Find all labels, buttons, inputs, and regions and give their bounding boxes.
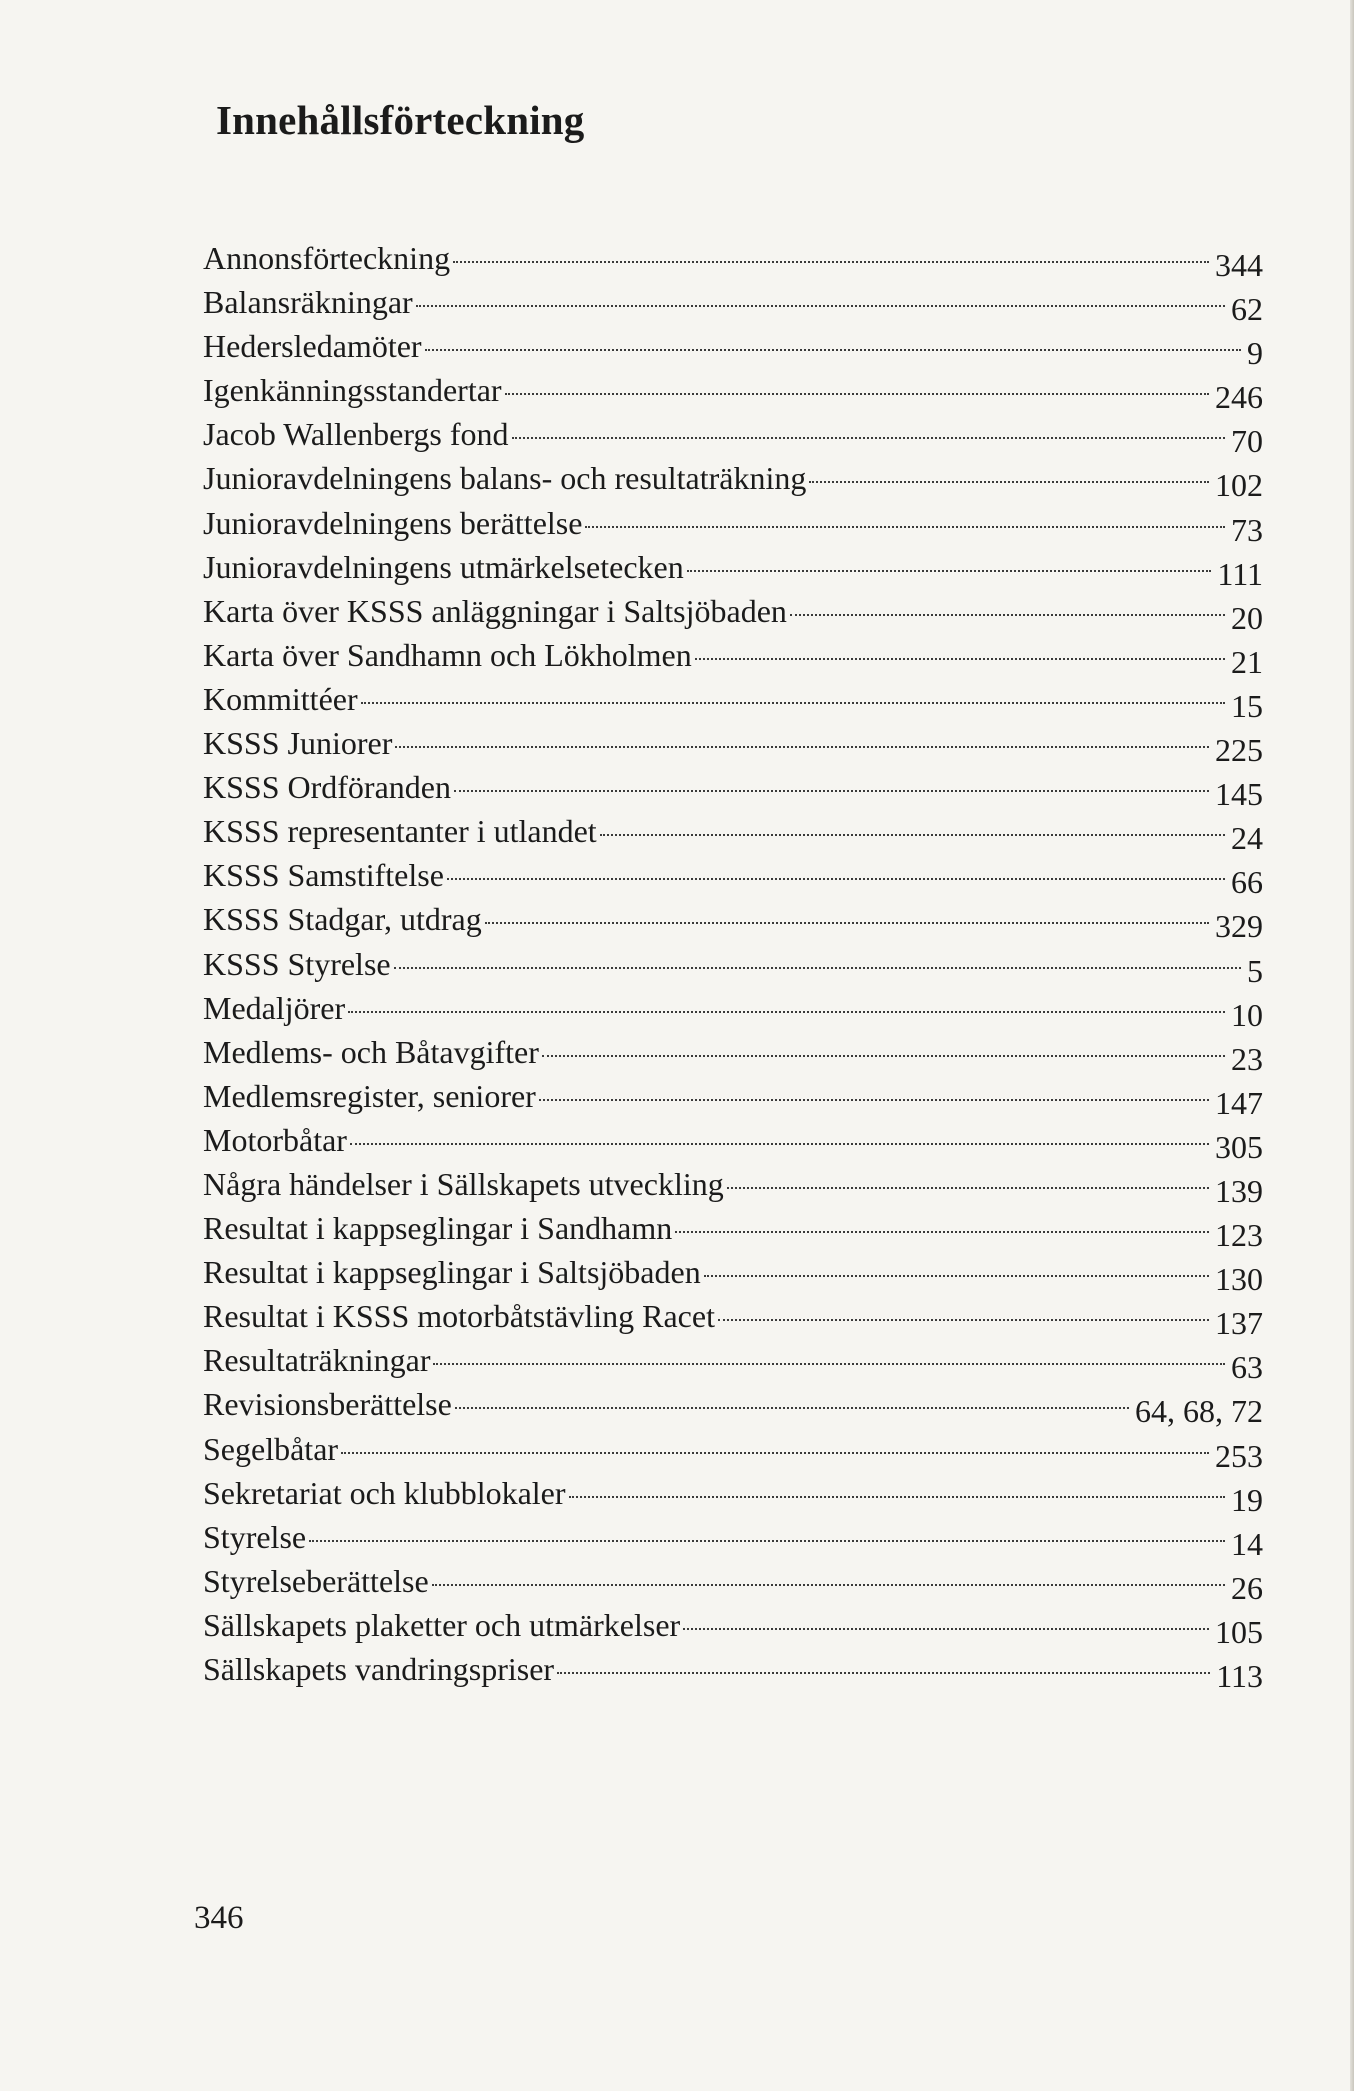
toc-entry xyxy=(203,589,1263,636)
page-title: Innehållsförteckning xyxy=(216,97,585,143)
dot-leader xyxy=(394,967,1241,969)
page-edge xyxy=(1350,0,1354,2091)
toc-entry xyxy=(203,633,1263,680)
toc-entry xyxy=(203,1250,1263,1298)
dot-leader xyxy=(425,349,1241,351)
toc-entry xyxy=(203,942,1263,989)
dot-leader xyxy=(350,1143,1209,1145)
toc-entry-label: Revisionsberättelse xyxy=(203,1386,452,1423)
toc-entry-page: 19 xyxy=(1231,1481,1263,1518)
dot-leader xyxy=(569,1496,1225,1498)
toc-entry xyxy=(203,1074,1263,1121)
toc-entry-page: 253 xyxy=(1215,1437,1263,1474)
dot-leader xyxy=(348,1011,1225,1013)
toc-entry-page: 70 xyxy=(1231,423,1263,460)
toc-entry-page: 62 xyxy=(1231,291,1263,328)
dot-leader xyxy=(309,1540,1225,1542)
toc-entry-label: KSSS representanter i utlandet xyxy=(203,813,597,850)
dot-leader xyxy=(505,393,1209,395)
toc-entry-label: Styrelse xyxy=(203,1518,307,1555)
toc-entry-label: Sällskapets vandringspriser xyxy=(203,1651,555,1687)
toc-entry-label: Balansräkningar xyxy=(203,284,413,321)
toc-entry-label: Annonsförteckning xyxy=(203,240,451,276)
toc-entry xyxy=(203,1030,1263,1077)
toc-entry xyxy=(203,456,1263,504)
toc-entry xyxy=(203,236,1263,283)
toc-entry-label: Junioravdelningens utmärkelsetecken xyxy=(203,548,684,585)
toc-entry-page: 137 xyxy=(1215,1305,1263,1342)
toc-entry-label: Kommittéer xyxy=(203,680,358,717)
toc-entry-page: 246 xyxy=(1215,379,1263,416)
toc-entry-label: Resultat i KSSS motorbåtstävling Racet xyxy=(203,1298,715,1335)
dot-leader xyxy=(687,570,1212,572)
toc-entry-page: 9 xyxy=(1247,335,1263,372)
toc-entry-label: KSSS Ordföranden xyxy=(203,769,451,806)
toc-entry xyxy=(203,501,1263,548)
toc-entry xyxy=(203,986,1263,1033)
dot-leader xyxy=(790,614,1225,616)
toc-entry-label: KSSS Styrelse xyxy=(203,945,391,982)
toc-entry xyxy=(203,1471,1263,1518)
toc-entry xyxy=(203,721,1263,769)
toc-entry-page: 64, 68, 72 xyxy=(1135,1393,1263,1430)
toc-entry-label: Motorbåtar xyxy=(203,1121,347,1158)
toc-entry-label: Styrelseberättelse xyxy=(203,1562,429,1599)
toc-entry-page: 20 xyxy=(1231,599,1263,636)
dot-leader xyxy=(704,1275,1209,1277)
toc-entry xyxy=(203,765,1263,813)
toc-entry xyxy=(203,897,1263,945)
toc-entry-label: Junioravdelningens balans- och resultaträkning xyxy=(203,460,807,497)
toc-entry-label: Medlemsregister, seniorer xyxy=(203,1077,536,1114)
toc-entry-label: Resultat i kappseglingar i Sandhamn xyxy=(203,1210,673,1247)
toc-entry-page: 225 xyxy=(1215,732,1263,769)
dot-leader xyxy=(512,437,1226,439)
toc-entry xyxy=(203,1338,1263,1386)
toc-entry-label: Igenkänningsstandertar xyxy=(203,372,502,409)
toc-entry-page: 66 xyxy=(1231,864,1263,901)
toc-entry xyxy=(203,368,1263,416)
toc-entry xyxy=(203,809,1263,857)
dot-leader xyxy=(485,922,1209,924)
toc-entry-page: 23 xyxy=(1231,1040,1263,1077)
toc-entry-page: 147 xyxy=(1215,1084,1263,1121)
toc-entry xyxy=(203,853,1263,901)
dot-leader xyxy=(600,834,1225,836)
toc-entry-label: Hedersledamöter xyxy=(203,328,422,365)
toc-entry-page: 24 xyxy=(1231,820,1263,857)
toc-entry-page: 14 xyxy=(1231,1525,1263,1562)
table-of-contents xyxy=(203,236,1263,1694)
toc-entry xyxy=(203,280,1263,328)
toc-entry-label: Karta över Sandhamn och Lökholmen xyxy=(203,636,692,673)
dot-leader xyxy=(453,261,1209,263)
dot-leader xyxy=(585,526,1225,528)
dot-leader xyxy=(539,1099,1209,1101)
toc-entry xyxy=(203,412,1263,460)
toc-entry xyxy=(203,1294,1263,1342)
dot-leader xyxy=(416,305,1225,307)
toc-entry xyxy=(203,1427,1263,1474)
toc-entry-page: 113 xyxy=(1216,1658,1263,1694)
dot-leader xyxy=(695,658,1225,660)
toc-entry xyxy=(203,1515,1263,1562)
dot-leader xyxy=(675,1231,1209,1233)
toc-entry-page: 329 xyxy=(1215,908,1263,945)
toc-entry-label: KSSS Juniorer xyxy=(203,725,393,762)
toc-entry-page: 145 xyxy=(1215,776,1263,813)
dot-leader xyxy=(432,1584,1225,1586)
toc-entry-page: 111 xyxy=(1217,555,1263,592)
toc-entry-page: 26 xyxy=(1231,1569,1263,1606)
dot-leader xyxy=(454,790,1209,792)
toc-entry-label: KSSS Samstiftelse xyxy=(203,857,444,894)
toc-entry-label: Resultat i kappseglingar i Saltsjöbaden xyxy=(203,1254,701,1291)
toc-entry xyxy=(203,1206,1263,1254)
toc-entry-label: Segelbåtar xyxy=(203,1430,339,1467)
dot-leader xyxy=(683,1628,1209,1630)
toc-entry-label: Resultaträkningar xyxy=(203,1342,431,1379)
toc-entry-label: Junioravdelningens berättelse xyxy=(203,504,583,541)
dot-leader xyxy=(447,878,1225,880)
toc-entry-label: Medlems- och Båtavgifter xyxy=(203,1033,539,1070)
toc-entry xyxy=(203,324,1263,372)
toc-entry xyxy=(203,1382,1263,1430)
toc-entry-label: Medaljörer xyxy=(203,989,346,1026)
dot-leader xyxy=(542,1055,1225,1057)
toc-entry-page: 10 xyxy=(1231,996,1263,1033)
toc-entry-page: 130 xyxy=(1215,1261,1263,1298)
toc-entry-page: 15 xyxy=(1231,687,1263,724)
toc-entry xyxy=(203,1162,1263,1209)
toc-entry xyxy=(203,1647,1263,1694)
toc-entry xyxy=(203,1118,1263,1165)
page-number: 346 xyxy=(194,1900,244,1936)
toc-entry-page: 105 xyxy=(1215,1613,1263,1650)
dot-leader xyxy=(395,746,1209,748)
toc-entry-label: Karta över KSSS anläggningar i Saltsjöbaden xyxy=(203,592,787,629)
toc-entry-page: 73 xyxy=(1231,511,1263,548)
toc-entry-page: 5 xyxy=(1247,952,1263,989)
dot-leader xyxy=(809,481,1209,483)
dot-leader xyxy=(433,1363,1225,1365)
toc-entry-page: 123 xyxy=(1215,1217,1263,1254)
dot-leader xyxy=(361,702,1225,704)
toc-entry-page: 102 xyxy=(1215,467,1263,504)
dot-leader xyxy=(727,1187,1209,1189)
dot-leader xyxy=(455,1407,1129,1409)
toc-entry-page: 63 xyxy=(1231,1349,1263,1386)
toc-entry xyxy=(203,1603,1263,1650)
toc-entry-label: KSSS Stadgar, utdrag xyxy=(203,901,482,938)
dot-leader xyxy=(341,1452,1209,1454)
toc-entry-label: Sekretariat och klubblokaler xyxy=(203,1474,566,1511)
toc-entry-page: 21 xyxy=(1231,643,1263,680)
toc-entry-label: Jacob Wallenbergs fond xyxy=(203,416,509,453)
toc-entry-page: 305 xyxy=(1215,1128,1263,1165)
toc-entry-label: Några händelser i Sällskapets utveckling xyxy=(203,1165,724,1202)
toc-entry xyxy=(203,1559,1263,1606)
toc-entry-label: Sällskapets plaketter och utmärkelser xyxy=(203,1606,681,1643)
toc-entry-page: 139 xyxy=(1215,1172,1263,1209)
dot-leader xyxy=(718,1319,1209,1321)
toc-entry-page: 344 xyxy=(1215,247,1263,283)
toc-entry xyxy=(203,545,1263,592)
dot-leader xyxy=(557,1672,1210,1674)
toc-entry xyxy=(203,677,1263,724)
